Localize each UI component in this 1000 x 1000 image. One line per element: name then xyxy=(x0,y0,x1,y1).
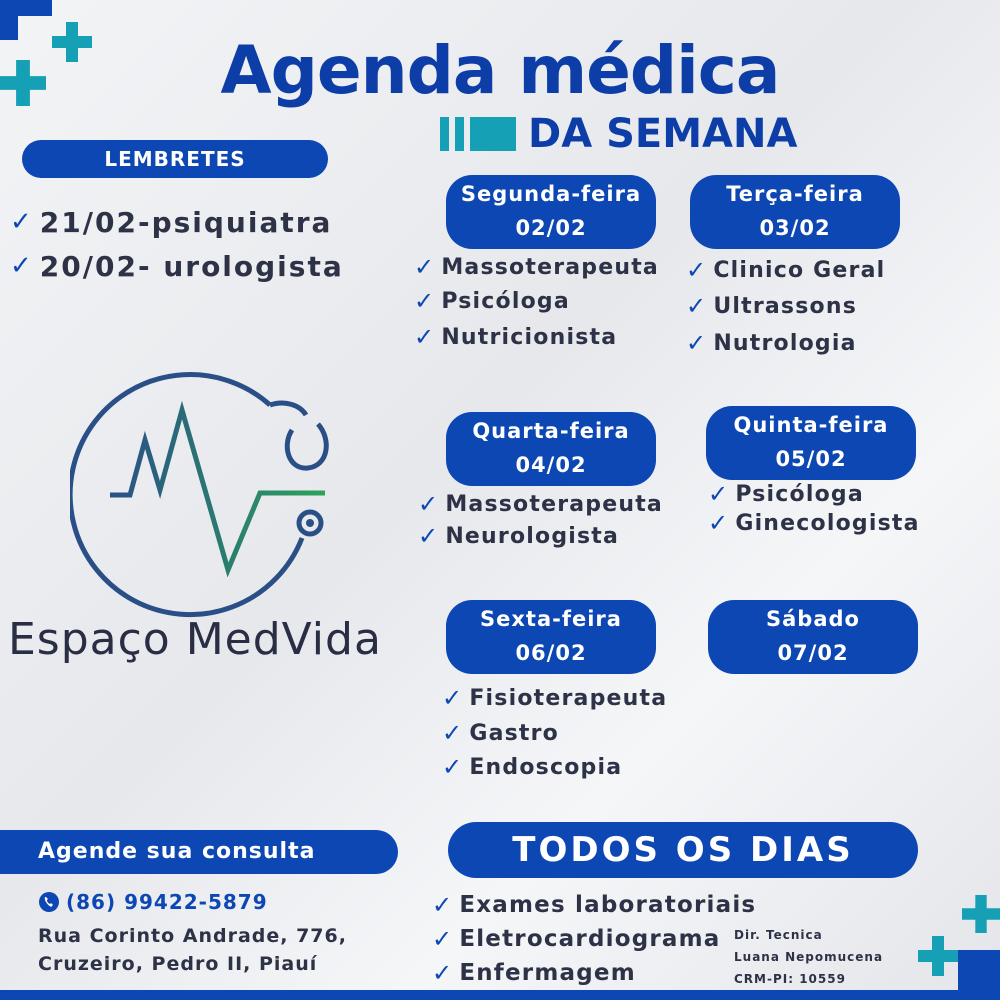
list-item: ✓ Ultrassons xyxy=(686,292,857,320)
director-info: Dir. Tecnica Luana Nepomucena CRM-PI: 10559 xyxy=(734,928,884,986)
phone-number: (86) 99422-5879 xyxy=(66,890,268,914)
check-icon: ✓ xyxy=(686,292,708,320)
reminders-header: LEMBRETES xyxy=(22,140,328,178)
medical-cross-icon xyxy=(918,936,958,976)
check-icon: ✓ xyxy=(418,490,440,518)
list-item: ✓ Exames laboratoriais xyxy=(432,891,757,919)
check-icon: ✓ xyxy=(442,753,464,781)
list-item: ✓ Endoscopia xyxy=(442,753,623,781)
day-wednesday: Quarta-feira 04/02 xyxy=(446,412,656,486)
check-icon: ✓ xyxy=(686,256,708,284)
list-item: ✓ Gastro xyxy=(442,719,559,747)
check-icon: ✓ xyxy=(686,329,708,357)
everyday-services xyxy=(432,888,756,990)
list-item: ✓ Massoterapeuta xyxy=(414,253,659,281)
check-icon: ✓ xyxy=(442,684,464,712)
list-item: ✓ Fisioterapeuta xyxy=(442,684,668,712)
contact-header: Agende sua consulta xyxy=(0,830,398,874)
bottom-border-bar xyxy=(0,990,1000,1000)
list-item: ✓ Enfermagem xyxy=(432,959,636,987)
list-item: ✓ 20/02- urologista xyxy=(10,249,344,283)
day-saturday: Sábado 07/02 xyxy=(708,600,918,674)
subtitle-text: DA SEMANA xyxy=(528,111,798,157)
day-monday: Segunda-feira 02/02 xyxy=(446,175,656,249)
page-subtitle xyxy=(440,112,797,156)
stethoscope-heartbeat-logo xyxy=(70,360,350,620)
title-bars-decoration xyxy=(440,117,516,151)
check-icon: ✓ xyxy=(432,959,454,987)
list-item: ✓ Clinico Geral xyxy=(686,256,886,284)
list-item: ✓ Eletrocardiograma xyxy=(432,925,721,953)
check-icon: ✓ xyxy=(442,719,464,747)
reminders-list xyxy=(10,200,344,288)
brand-name: Espaço MedVida xyxy=(8,614,382,665)
thursday-services xyxy=(708,480,920,538)
list-item: ✓ Ginecologista xyxy=(708,509,920,537)
check-icon: ✓ xyxy=(432,891,454,919)
whatsapp-icon xyxy=(38,891,60,913)
check-icon: ✓ xyxy=(10,251,34,281)
check-icon: ✓ xyxy=(10,207,34,237)
check-icon: ✓ xyxy=(414,287,436,315)
list-item: ✓ Psicóloga xyxy=(708,480,864,508)
day-friday: Sexta-feira 06/02 xyxy=(446,600,656,674)
list-item: ✓ 21/02-psiquiatra xyxy=(10,205,333,239)
list-item: ✓ Nutricionista xyxy=(414,323,618,351)
list-item: ✓ Neurologista xyxy=(418,522,620,550)
list-item: ✓ Psicóloga xyxy=(414,287,570,315)
monday-services xyxy=(414,250,659,356)
check-icon: ✓ xyxy=(432,925,454,953)
medical-cross-icon xyxy=(962,892,1000,936)
address: Rua Corinto Andrade, 776, Cruzeiro, Pedro II, Piauí xyxy=(38,925,347,975)
wednesday-services xyxy=(418,488,663,552)
check-icon: ✓ xyxy=(414,323,436,351)
page-title: Agenda médica xyxy=(220,32,780,109)
day-tuesday: Terça-feira 03/02 xyxy=(690,175,900,249)
check-icon: ✓ xyxy=(414,253,436,281)
list-item: ✓ Nutrologia xyxy=(686,329,857,357)
friday-services xyxy=(442,680,667,784)
phone-row xyxy=(38,890,268,914)
check-icon: ✓ xyxy=(708,509,730,537)
check-icon: ✓ xyxy=(708,480,730,508)
check-icon: ✓ xyxy=(418,522,440,550)
tuesday-services xyxy=(686,252,885,362)
list-item: ✓ Massoterapeuta xyxy=(418,490,663,518)
everyday-header: TODOS OS DIAS xyxy=(448,822,918,878)
day-thursday: Quinta-feira 05/02 xyxy=(706,406,916,480)
